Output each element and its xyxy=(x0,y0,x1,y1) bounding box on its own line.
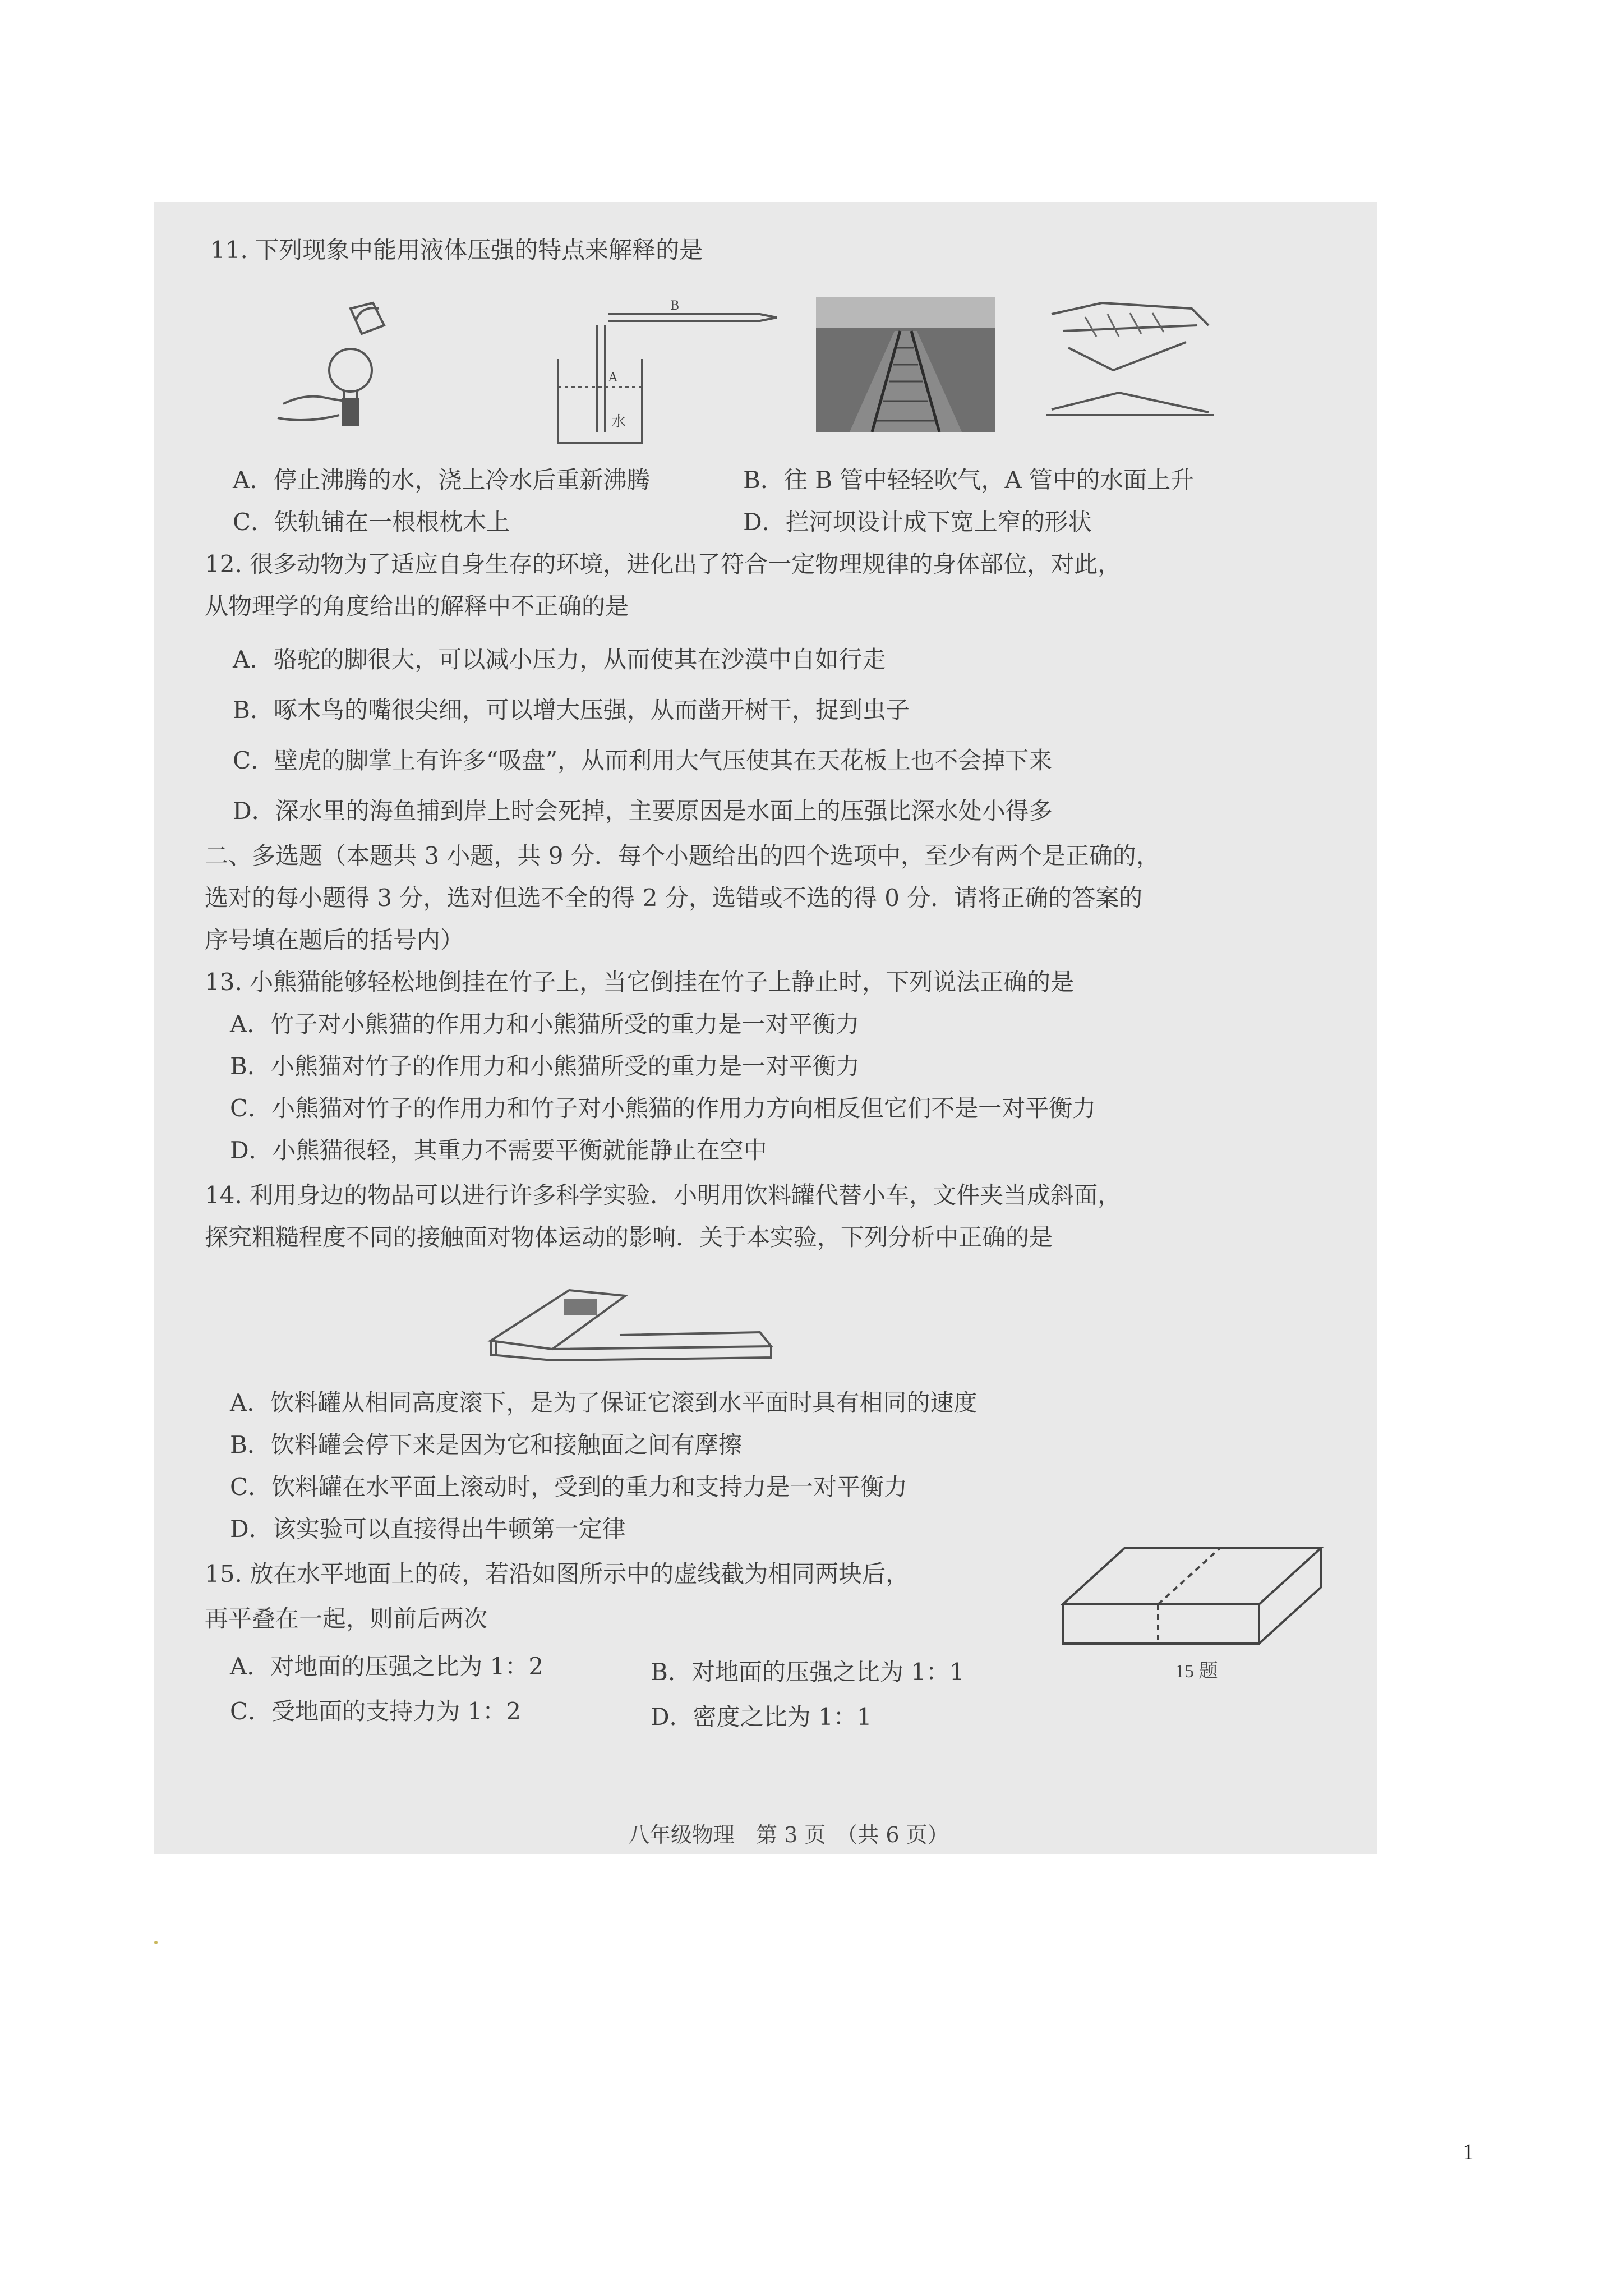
q14-option-d: D．该实验可以直接得出牛顿第一定律 xyxy=(230,1515,626,1543)
q12-option-a: A．骆驼的脚很大，可以减小压力，从而使其在沙漠中自如行走 xyxy=(233,646,886,673)
q11-option-a: A．停止沸腾的水，浇上冷水后重新沸腾 xyxy=(233,466,651,494)
q11-option-b: B．往 B 管中轻轻吹气，A 管中的水面上升 xyxy=(743,466,1195,494)
section2-line-3: 序号填在题后的括号内） xyxy=(205,926,464,954)
dam-figure xyxy=(1040,292,1220,438)
q12-option-b: B．啄木鸟的嘴很尖细，可以增大压强，从而凿开树干，捉到虫子 xyxy=(233,696,910,724)
brick-figure-caption: 15 题 xyxy=(1175,1661,1218,1682)
q14-stem-2: 探究粗糙程度不同的接触面对物体运动的影响．关于本实验，下列分析中正确的是 xyxy=(205,1223,1053,1251)
q15-option-d: D．密度之比为 1：1 xyxy=(651,1703,872,1731)
q12-stem-2: 从物理学的角度给出的解释中不正确的是 xyxy=(205,592,629,620)
q14-option-b: B．饮料罐会停下来是因为它和接触面之间有摩擦 xyxy=(230,1431,742,1458)
label-water: 水 xyxy=(611,413,626,430)
brick-figure xyxy=(1052,1537,1332,1683)
q13-option-b: B．小熊猫对竹子的作用力和小熊猫所受的重力是一对平衡力 xyxy=(230,1052,860,1080)
q15-option-b: B．对地面的压强之比为 1：1 xyxy=(651,1658,965,1686)
scanned-page xyxy=(154,202,1377,1854)
section2-line-1: 二、多选题（本题共 3 小题，共 9 分．每个小题给出的四个选项中，至少有两个是正确的， xyxy=(205,842,1160,869)
label-a: A xyxy=(608,371,617,385)
q13-option-a: A．竹子对小熊猫的作用力和小熊猫所受的重力是一对平衡力 xyxy=(230,1010,860,1038)
folder-ramp-figure xyxy=(479,1279,782,1369)
q15-option-a: A．对地面的压强之比为 1：2 xyxy=(230,1653,544,1680)
q14-stem-1: 14. 利用身边的物品可以进行许多科学实验．小明用饮料罐代替小车，文件夹当成斜面， xyxy=(205,1181,1122,1209)
q11-stem: 11. 下列现象中能用液体压强的特点来解释的是 xyxy=(210,236,703,264)
q11-option-d: D．拦河坝设计成下宽上窄的形状 xyxy=(743,508,1092,536)
q15-stem-2: 再平叠在一起，则前后两次 xyxy=(205,1605,488,1632)
label-b: B xyxy=(670,299,680,313)
q11-option-c: C．铁轨铺在一根根枕木上 xyxy=(233,508,510,536)
boiling-flask-figure xyxy=(266,297,401,438)
q13-option-c: C．小熊猫对竹子的作用力和竹子对小熊猫的作用力方向相反但它们不是一对平衡力 xyxy=(230,1094,1096,1122)
page-number: 1 xyxy=(1463,2139,1474,2164)
q12-option-c: C．壁虎的脚掌上有许多“吸盘”，从而利用大气压使其在天花板上也不会掉下来 xyxy=(233,747,1053,774)
q12-stem-1: 12. 很多动物为了适应自身生存的环境，进化出了符合一定物理规律的身体部位，对此， xyxy=(205,550,1122,578)
q15-stem-1: 15. 放在水平地面上的砖，若沿如图所示中的虚线截为相同两块后， xyxy=(205,1560,910,1588)
q14-option-c: C．饮料罐在水平面上滚动时，受到的重力和支持力是一对平衡力 xyxy=(230,1473,908,1501)
q14-option-a: A．饮料罐从相同高度滚下，是为了保证它滚到水平面时具有相同的速度 xyxy=(230,1389,978,1416)
stray-dot xyxy=(154,1941,158,1944)
q15-option-c: C．受地面的支持力为 1：2 xyxy=(230,1697,521,1725)
section2-line-2: 选对的每小题得 3 分，选对但选不全的得 2 分，选错或不选的得 0 分．请将正确的答案的 xyxy=(205,884,1143,912)
q13-stem: 13. 小熊猫能够轻松地倒挂在竹子上，当它倒挂在竹子上静止时，下列说法正确的是 xyxy=(205,968,1075,996)
blow-tube-figure xyxy=(547,292,782,449)
q12-option-d: D．深水里的海鱼捕到岸上时会死掉，主要原因是水面上的压强比深水处小得多 xyxy=(233,797,1053,825)
q13-option-d: D．小熊猫很轻，其重力不需要平衡就能静止在空中 xyxy=(230,1137,767,1164)
page-footer: 八年级物理 第 3 页 （共 6 页） xyxy=(628,1823,949,1847)
railway-photo xyxy=(816,297,995,432)
